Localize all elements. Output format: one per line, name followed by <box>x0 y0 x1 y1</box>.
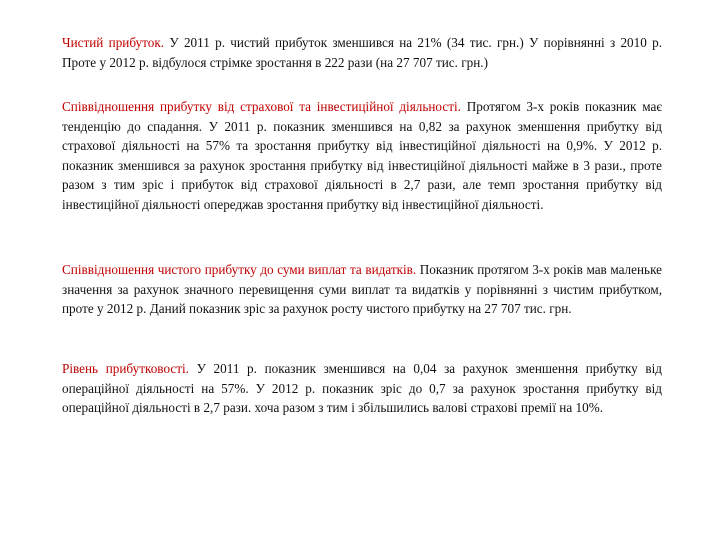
paragraph-insurance-investment-ratio <box>62 97 662 215</box>
paragraph-heading-insurance-investment-ratio: Співвідношення прибутку від страхової та інвестиційної діяльності. <box>62 99 461 114</box>
paragraph-net-profit <box>62 33 662 72</box>
paragraph-profitability-level <box>62 359 662 418</box>
paragraph-net-profit-to-payments-ratio <box>62 260 662 319</box>
paragraph-heading-net-profit: Чистий прибуток. <box>62 35 165 50</box>
paragraph-text-profitability-level: У 2011 р. показник зменшився на 0,04 за рахунок зменшення прибутку від операційної діяльності на 57%. У 2012 р. показник зріс до 0,7 за рахунок зростання прибутку від операційної діяльності в 2,7 рази. хоча разом з тим і збільшились валові страхові премії на 10%. <box>62 361 663 416</box>
paragraph-text-net-profit: У 2011 р. чистий прибуток зменшився на 21% (34 тис. грн.) У порівнянні з 2010 р. Проте у 2012 р. відбулося стрімке зростання в 222 рази (на 27 707 тис. грн.) <box>62 35 662 70</box>
paragraph-heading-net-profit-to-payments-ratio: Співвідношення чистого прибутку до суми виплат та видатків. <box>62 262 417 277</box>
paragraph-text-net-profit-to-payments-ratio: Показник протягом 3-х років мав маленьке значення за рахунок значного перевищення суми виплат та видатків у порівнянні з чистим прибутком, проте у 2012 р. Даний показник зріс за рахунок росту чистого прибутку на 27 707 тис. грн. <box>62 262 662 317</box>
paragraph-heading-profitability-level: Рівень прибутковості. <box>62 361 189 376</box>
paragraph-text-insurance-investment-ratio: Протягом 3-х років показник має тенденцію до спадання. У 2011 р. показник зменшився на 0,82 за рахунок зменшення прибутку від страхової діяльності на 57% та зростання прибутку від інвестиційної діяльності на 0,9%. У 2012 р. показник зменшився за рахунок зростання прибутку від інвестиційної діяльності майже в 3 рази., проте разом з тим зріс і прибуток від страхової діяльності в 2,7 рази, але темп зростання прибутку від інвестиційної діяльності опереджав зростання прибутку від інвестиційної діяльності. <box>62 99 662 212</box>
